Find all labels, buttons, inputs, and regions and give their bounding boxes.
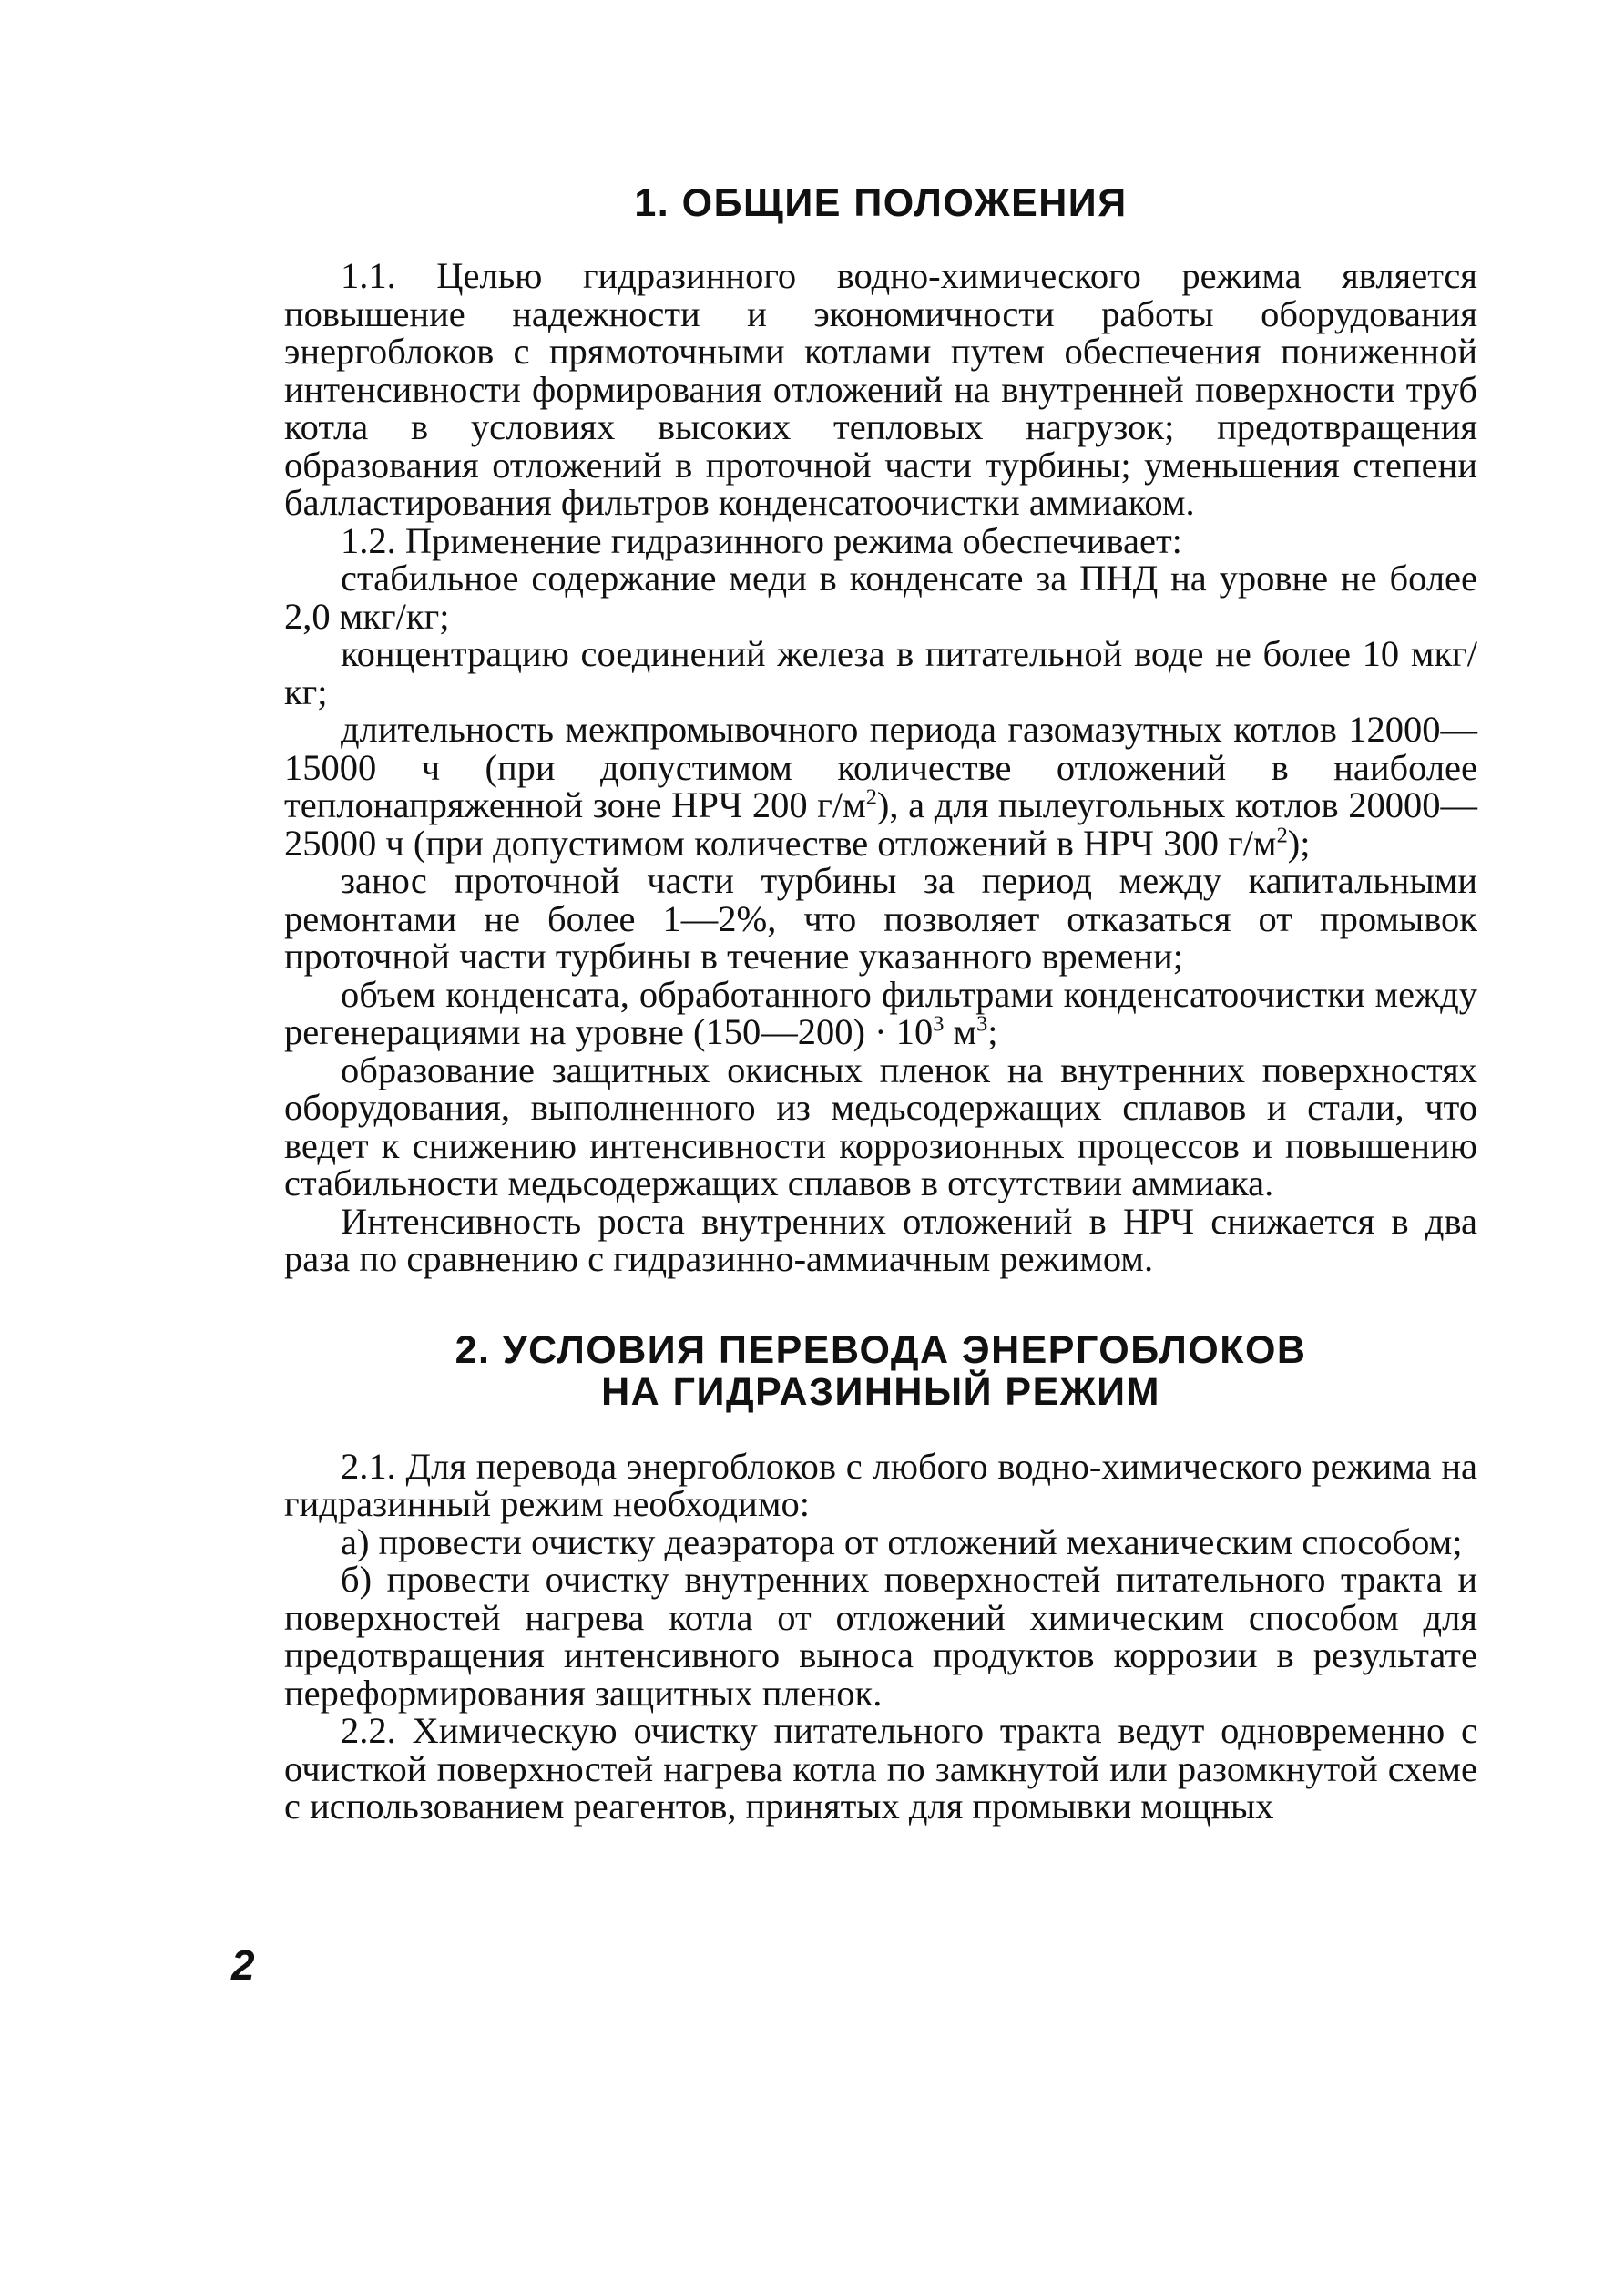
condensate-volume-text-c: ; xyxy=(987,1011,998,1052)
superscript-cubed: 3 xyxy=(976,1011,988,1037)
superscript-squared: 2 xyxy=(1276,823,1288,847)
flushing-interval-text-b: ), а для пылеугольных котлов 20000—25000 ч (при допустимом количестве отложений в НРЧ 300 г/м xyxy=(284,784,1477,864)
condensate-volume-text-a: объем конденсата, обработанного фильтрами конденсатоочистки между регенерациями на уровне (150—200) · 10 xyxy=(284,973,1477,1052)
list-item-protective-films: образование защитных окисных пленок на внутренних поверхностях оборудования, выполненного из медьсодержащих сплавов и стали, что ведет к снижению интенсивности коррозионных процессов и повышению стабильности медьсодержащих сплавов в отсутствии аммиака. xyxy=(284,1049,1477,1203)
section-2-title-line-2: НА ГИДРАЗИННЫЙ РЕЖИМ xyxy=(601,1369,1160,1414)
list-item-a: а) провести очистку деаэратора от отложений механическим способом; xyxy=(341,1520,1463,1562)
paragraph-1-1: 1.1. Целью гидразинного водно-химического режима является повышение надежности и экономичности работы оборудования энергоблоков с прямоточными котлами путем обеспечения пониженной интенсивности формирования отложений на внутренней поверхности труб котла в условиях высоких тепловых нагрузок; предотвращения образования отложений в проточной части турбины; уменьшения степени балластирования фильтров конденсатоочистки аммиаком. xyxy=(284,255,1477,523)
page-number: 2 xyxy=(231,1941,255,1989)
superscript-squared: 2 xyxy=(865,784,877,810)
list-item-condensate-volume xyxy=(284,973,1477,1052)
document-page xyxy=(284,182,1477,1826)
list-item-iron: концентрацию соединений железа в питательной воде не более 10 мкг/кг; xyxy=(284,633,1477,712)
flushing-interval-text-a: длительность межпромывочного периода газомазутных котлов 12000—15000 ч (при допустимом количестве отложений в наиболее теплонапряженной зоне НРЧ 200 г/м xyxy=(284,709,1477,825)
paragraph-2-1: 2.1. Для перевода энергоблоков с любого водно-химического режима на гидразинный режим необходимо: xyxy=(284,1445,1477,1524)
section-2-title-line-1: 2. УСЛОВИЯ ПЕРЕВОДА ЭНЕРГОБЛОКОВ xyxy=(455,1327,1307,1372)
paragraph-2-2: 2.2. Химическую очистку питательного тракта ведут одновременно с очисткой поверхностей нагрева котла по замкнутой или разомкнутой схеме с использованием реагентов, принятых для промывки мощных xyxy=(284,1710,1477,1827)
flushing-interval-text-c: ); xyxy=(1287,822,1311,864)
list-item-copper: стабильное содержание меди в конденсате за ПНД на уровне не более 2,0 мкг/кг; xyxy=(284,558,1477,637)
list-item-b: б) провести очистку внутренних поверхностей питательного тракта и поверхностей нагрева котла от отложений химическим способом для предотвращения интенсивного выноса продуктов коррозии в результате переформирования защитных пленок. xyxy=(284,1559,1477,1714)
list-item-turbine-deposits: занос проточной части турбины за период между капитальными ремонтами не более 1—2%, что позволяет отказаться от промывок проточной части турбины в течение указанного времени; xyxy=(284,860,1477,977)
paragraph-intensity: Интенсивность роста внутренних отложений в НРЧ снижается в два раза по сравнению с гидразинно-аммиачным режимом. xyxy=(284,1200,1477,1279)
superscript-cubed: 3 xyxy=(933,1011,945,1037)
condensate-volume-text-b: м xyxy=(944,1011,977,1052)
section-1-title: 1. ОБЩИЕ ПОЛОЖЕНИЯ xyxy=(634,181,1128,225)
paragraph-1-2: 1.2. Применение гидразинного режима обеспечивает: xyxy=(341,519,1182,561)
section-2-title xyxy=(284,1329,1477,1413)
list-item-flushing-interval xyxy=(284,711,1477,862)
